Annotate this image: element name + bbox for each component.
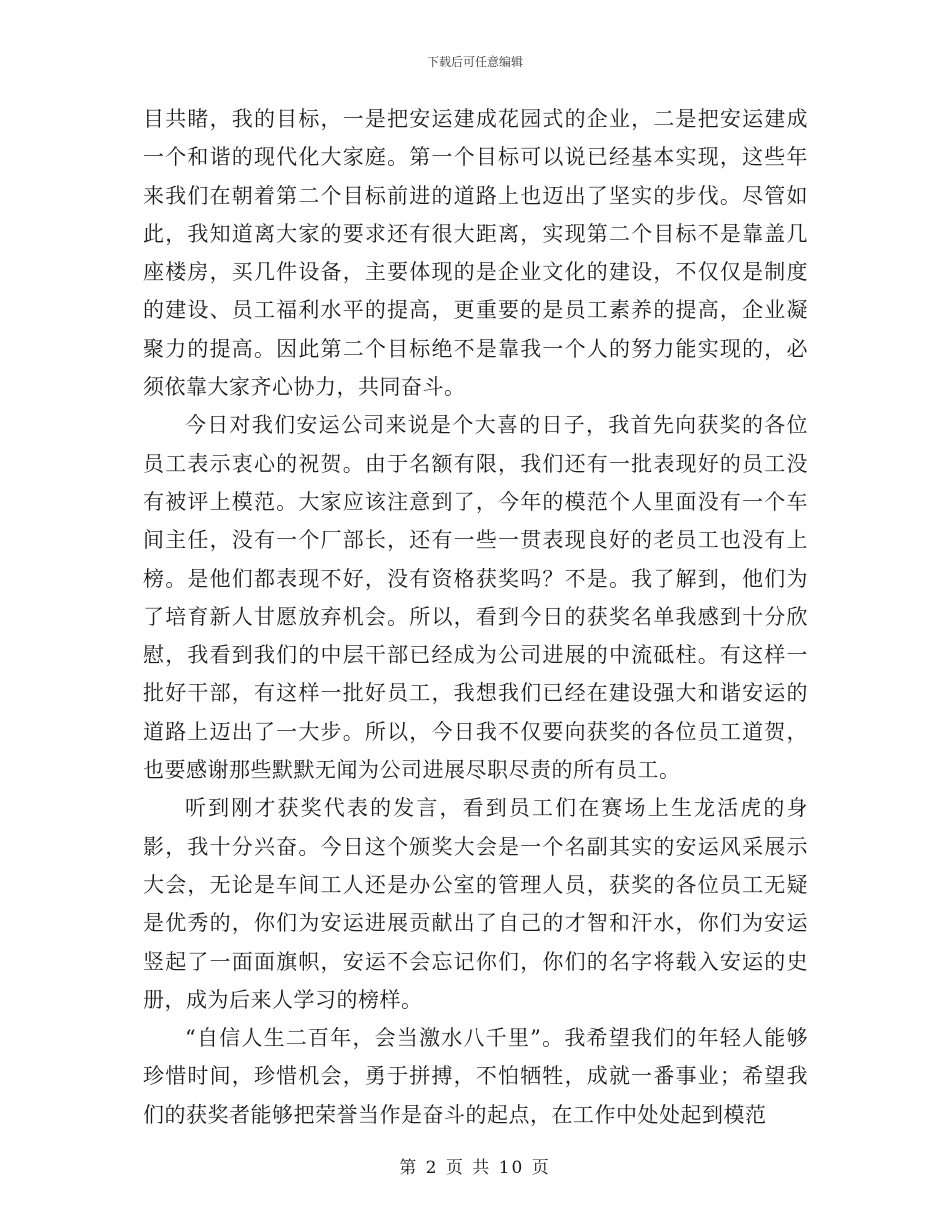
document-body — [143, 100, 808, 1134]
page-number-footer: 第 2 页 共 10 页 — [399, 1158, 551, 1178]
page-header: 下载后可任意编辑 — [426, 55, 523, 69]
paragraph-2: 今日对我们安运公司来说是个大喜的日子，我首先向获奖的各位员工表示衷心的祝贺。由于名额有限，我们还有一批表现好的员工没有被评上模范。大家应该注意到了，今年的模范个人里面没有一个车间主任，没有一个厂部长，还有一些一贯表现良好的老员工也没有上榜。是他们都表现不好，没有资格获奖吗？不是。我了解到，他们为了培育新人甘愿放弃机会。所以，看到今日的获奖名单我感到十分欣慰，我看到我们的中层干部已经成为公司进展的中流砥柱。有这样一批好干部，有这样一批好员工，我想我们已经在建设强大和谐安运的道路上迈出了一大步。所以，今日我不仅要向获奖的各位员工道贺，也要感谢那些默默无闻为公司进展尽职尽责的所有员工。 — [143, 413, 808, 783]
paragraph-1: 目共睹，我的目标，一是把安运建成花园式的企业，二是把安运建成一个和谐的现代化大家庭。第一个目标可以说已经基本实现，这些年来我们在朝着第二个目标前进的道路上也迈出了坚实的步伐。尽管如此，我知道离大家的要求还有很大距离，实现第二个目标不是靠盖几座楼房，买几件设备，主要体现的是企业文化的建设，不仅仅是制度的建设、员工福利水平的提高，更重要的是员工素养的提高，企业凝聚力的提高。因此第二个目标绝不是靠我一个人的努力能实现的，必须依靠大家齐心协力，共同奋斗。 — [143, 107, 808, 400]
paragraph-4: “自信人生二百年，会当激水八千里”。我希望我们的年轻人能够珍惜时间，珍惜机会，勇于拼搏，不怕牺牲，成就一番事业；希望我们的获奖者能够把荣誉当作是奋斗的起点，在工作中处处起到模范 — [143, 1026, 808, 1127]
paragraph-3: 听到刚才获奖代表的发言，看到员工们在赛场上生龙活虎的身影，我十分兴奋。今日这个颁奖大会是一个名副其实的安运风采展示大会，无论是车间工人还是办公室的管理人员，获奖的各位员工无疑是优秀的，你们为安运进展贡献出了自己的才智和汗水，你们为安运竖起了一面面旗帜，安运不会忘记你们，你们的名字将载入安运的史册，成为后来人学习的榜样。 — [143, 796, 808, 1012]
